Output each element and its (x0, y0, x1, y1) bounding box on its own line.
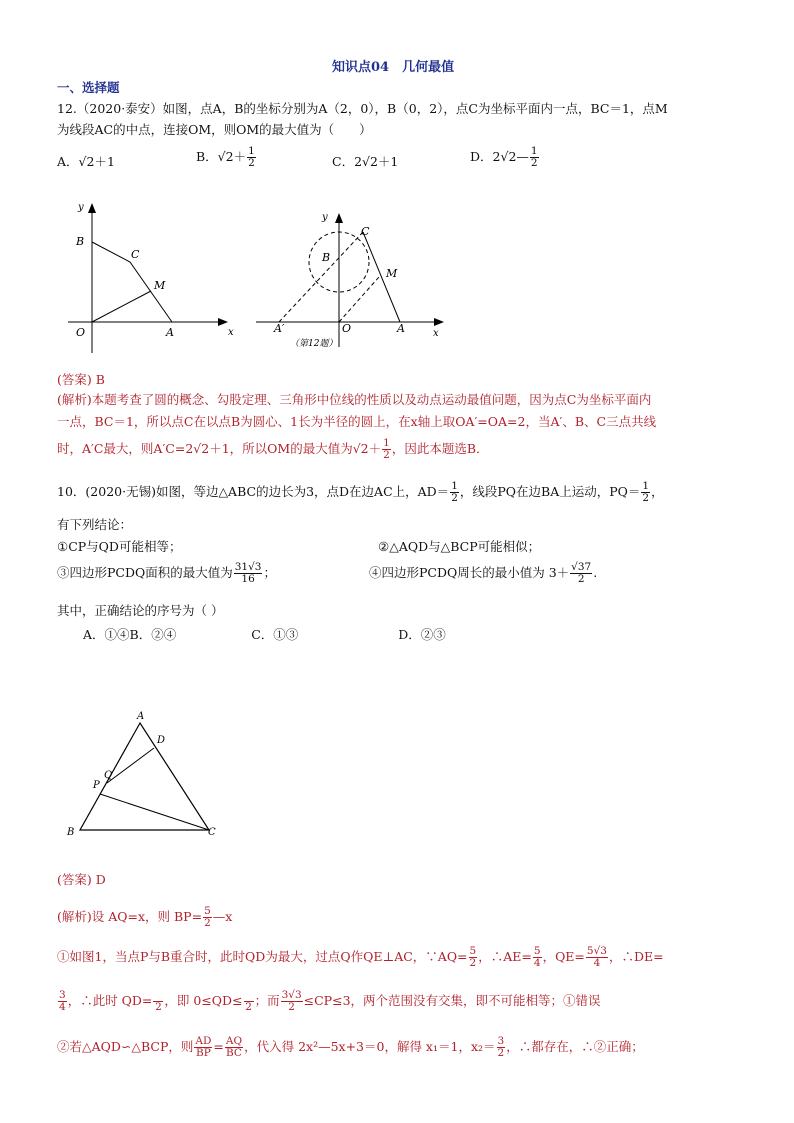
point-a-label: A (137, 711, 145, 722)
q12-line1: 12.（2020·泰安）如图，点A，B的坐标分别为A（2，0），B（0，2），点C为坐标平面内一点，BC＝1，点M (57, 101, 668, 116)
q10-conclusion-4: ④四边形PCDQ周长的最小值为 3＋ $\frac{√37}{2}$ . (369, 561, 598, 585)
q12-figure-right (250, 205, 460, 355)
q12-figure-left (60, 195, 240, 360)
q10-explanation-4: ②若△AQD∽△BCP，则 $\frac{AD}{BP}$ = $\frac{AQ}{BC}$ ，代入得 2x²—5x+3＝0，解得 x₁＝1，x₂＝ $\frac{3}{2}$ ，∴都存在，∴②正确； (57, 1035, 644, 1059)
point-o-label: O (76, 326, 86, 339)
q10-options: A．①④B．②④ C．①③ D．②③ (83, 627, 446, 642)
point-c-label: C (361, 225, 370, 238)
axis-x-label: x (433, 328, 439, 339)
point-p-label: P (93, 780, 100, 791)
q10-answer: (答案) D (57, 872, 106, 887)
q10-ask: 其中，正确结论的序号为（ ） (57, 603, 224, 618)
q10-explanation-3: $\frac{3}{4}$ ，∴此时 QD= 2 ，即 0≤QD≤ 2 ；而 $\frac{3√3}{2}$ ≤CP≤3，两个范围没有交集，即不可能相等；①错误 (59, 989, 601, 1013)
q12-option-c: C．2√2＋1 (332, 154, 399, 169)
q12-explanation-1: (解析)本题考查了圆的概念、勾股定理、三角形中位线的性质以及动点运动最值问题，因为点C为坐标平面内 (57, 392, 652, 407)
q10-line1: 10．(2020·无锡)如图，等边△ABC的边长为3，点D在边AC上，AD＝ $\frac{1}{2}$ ，线段PQ在边BA上运动，PQ＝ $\frac{1}{2}$ ， (57, 480, 664, 504)
point-a-prime-label: A′ (274, 322, 285, 335)
section-heading: 一、选择题 (57, 80, 120, 95)
q12-option-d: D．2√2— $\frac{1}{2}$ (470, 145, 538, 169)
axis-x-label: x (228, 327, 234, 338)
point-c-label: C (208, 827, 216, 838)
point-a-label: A (166, 326, 174, 339)
q12-answer: (答案) B (57, 372, 105, 387)
q12-line2: 为线段AC的中点，连接OM，则OM的最大值为（ ） (57, 122, 372, 137)
page-title: 知识点04 几何最值 (332, 60, 455, 75)
point-b-label: B (76, 235, 85, 248)
q12-option-b: B．√2＋ $\frac{1}{2}$ (196, 145, 255, 169)
point-b-label: B (322, 251, 331, 264)
q10-line2: 有下列结论： (57, 517, 133, 532)
axis-y-label: y (322, 212, 328, 223)
point-m-label: M (154, 279, 166, 292)
point-d-label: D (157, 735, 166, 746)
q10-figure-triangle (60, 705, 230, 845)
q10-conclusion-2: ②△AQD与△BCP可能相似； (378, 539, 541, 554)
point-b-label: B (67, 827, 75, 838)
axis-y-label: y (78, 202, 84, 213)
q12-option-a: A．√2＋1 (57, 154, 115, 169)
q10-explanation-1: (解析)设 AQ=x，则 BP= $\frac{5}{2}$ —x (57, 905, 233, 929)
figure-caption: （第12题） (290, 339, 338, 349)
q10-conclusion-1: ①CP与QD可能相等； (57, 539, 182, 554)
point-a-label: A (397, 322, 405, 335)
q12-explanation-3: 时，A′C最大，则A′C=2√2＋1，所以OM的最大值为√2＋ $\frac{1}{2}$ ，因此本题选B． (57, 437, 489, 461)
point-o-label: O (342, 322, 352, 335)
point-q-label: Q (104, 770, 113, 781)
q10-conclusion-3: ③四边形PCDQ面积的最大值为 $\frac{31√3}{16}$ ； (57, 561, 276, 585)
q12-explanation-2: 一点，BC＝1，所以点C在以点B为圆心、1长为半径的圆上，在x轴上取OA′=OA=2，当A′、B、C三点共线 (57, 414, 657, 429)
point-c-label: C (131, 248, 140, 261)
q10-explanation-2: ①如图1，当点P与B重合时，此时QD为最大，过点Q作QE⊥AC，∵AQ= $\frac{5}{2}$ ，∴AE= $\frac{5}{4}$ ，QE= $\frac{5√3}{4}$ ，∴DE= (57, 945, 664, 969)
point-m-label: M (386, 267, 398, 280)
